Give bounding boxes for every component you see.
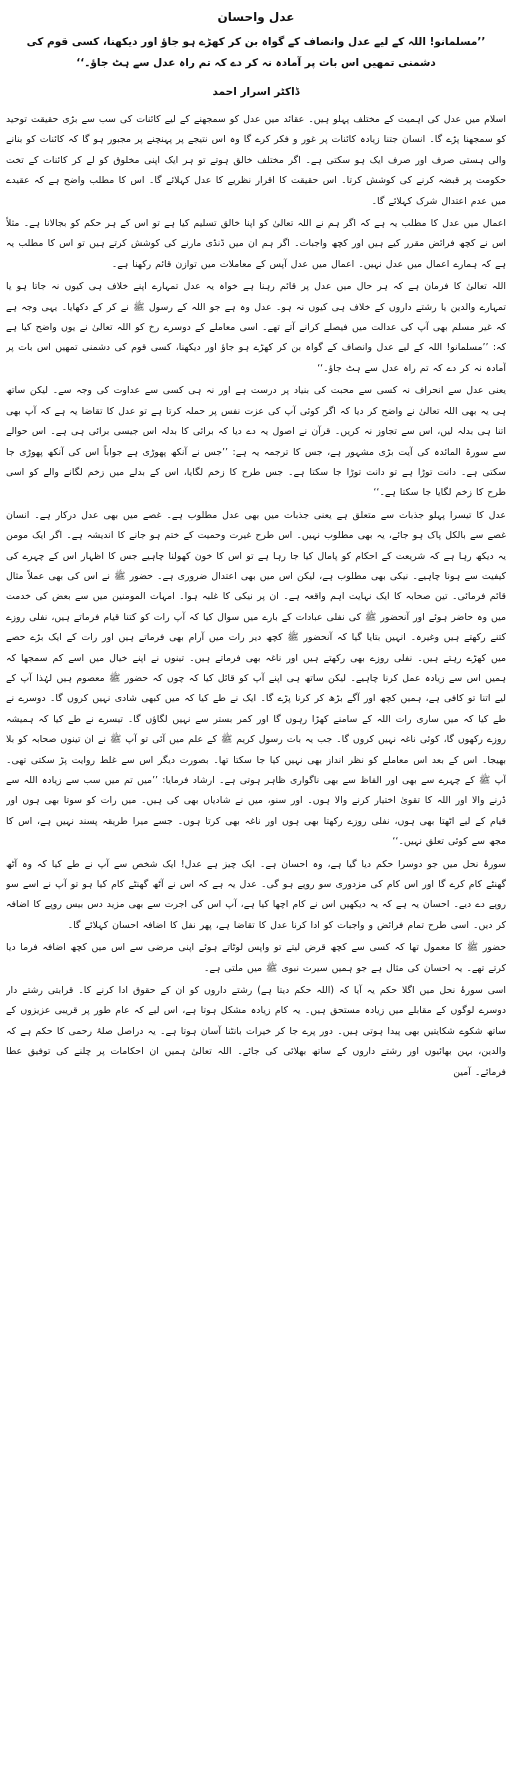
paragraph-3: اللہ تعالیٰ کا فرمان ہے کہ ہر حال میں عدل پر قائم رہنا ہے خواہ یہ عدل تمہارے اپنے خلاف ہی کیوں نہ جاتا ہو یا تمہارے والدین یا رشتے داروں کے خلاف ہی کیوں نہ ہو۔ عدل وہ ہے جو اللہ کے رسول ﷺ نے کر کے دکھایا۔ یہی وجہ ہے کہ غیر مسلم بھی آپ کی عدالت میں فیصلے کرانے آتے تھے۔ اسی معاملے کے دوسرے رخ کو اللہ تعالیٰ نے یوں واضح کیا ہے کہ: ’’مسلمانو! اللہ کے لیے عدل وانصاف کے گواہ بن کر کھڑے ہو جاؤ اور دیکھنا، کسی قوم کی دشمنی تمھیں اس بات پر آمادہ نہ کر دے کہ تم راہ عدل سے ہٹ جاؤ۔‘‘ [6, 281, 506, 374]
paragraph-7: حضور ﷺ کا معمول تھا کہ کسی سے کچھ قرض لیتے تو واپس لوٹاتے ہوئے اپنی مرضی سے اس میں کچھ اضافہ فرما دیا کرتے تھے۔ یہ احسان کی مثال ہے جو ہمیں سیرت نبوی ﷺ میں ملتی ہے۔ [6, 942, 506, 974]
paragraph-2: اعمال میں عدل کا مطلب یہ ہے کہ اگر ہم نے اللہ تعالیٰ کو اپنا خالق تسلیم کیا ہے تو اس کے ہر حکم کو بجالانا ہے۔ مثلاً اس نے کچھ فرائض مقرر کیے ہیں اور کچھ واجبات۔ اگر ہم ان میں ڈنڈی مارنے کی کوشش کرتے ہیں تو اس کا مطلب یہ ہے کہ ہمارے اعمال میں عدل نہیں۔ اعمال میں عدل آپس کے معاملات میں توازن قائم رکھنا ہے۔ [6, 218, 506, 270]
article-body [6, 110, 506, 1762]
paragraph-1: اسلام میں عدل کی اہمیت کے مختلف پہلو ہیں۔ عقائد میں عدل کو سمجھنے کے لیے کائنات کی سب سے بڑی حقیقت توحید کو سمجھنا پڑے گا۔ انسان جتنا زیادہ کائنات پر غور و فکر کرے گا وہ اس نتیجے پر پہنچنے پر مجبور ہو گا کہ کائنات کو بنانے والی ہستی صرف اور صرف ایک ہو سکتی ہے۔ اگر مختلف خالق ہوتے تو ہر ایک اپنی مخلوق کو لے کر کائنات کے تخت حکومت پر قبضہ کرنے کی کوشش کرتا۔ اس حقیقت کا اقرار نظریے کا عدل کہلائے گا۔ اس کا مطلب واضح ہے کہ عقیدے میں عدم اعتدال شرک کہلائے گا۔ [6, 114, 506, 207]
paragraph-5: عدل کا تیسرا پہلو جذبات سے متعلق ہے یعنی جذبات میں بھی عدل مطلوب ہے۔ غصے میں بھی عدل درکار ہے۔ انسان غصے سے بالکل پاک ہو جائے، یہ بھی مطلوب نہیں۔ اس طرح غیرت وحمیت کے ختم ہو جانے کا اندیشہ ہے۔ اگر ایک مومن یہ دیکھ رہا ہے کہ شریعت کے احکام کو پامال کیا جا رہا ہے تو اس کا خون کھولنا چاہیے جس کا اظہار اس کے چہرے کی کیفیت سے ہونا چاہیے۔ نیکی بھی مطلوب ہے، لیکن اس میں بھی اعتدال ضروری ہے۔ حضور ﷺ نے اس کی بھی عملاً مثال قائم فرمائی۔ تین صحابہ کا ایک نہایت اہم واقعہ ہے۔ ان پر نیکی کا غلبہ ہوا۔ امہات المومنین میں سے بعض کی خدمت میں وہ حاضر ہوئے اور آنحضور ﷺ کی نفلی عبادات کے بارے میں سوال کیا کہ آپ رات کو کتنا قیام فرماتے ہیں، نفلی روزے کتنے رکھتے ہیں وغیرہ۔ انہیں بتایا گیا کہ آنحضور ﷺ کچھ دیر رات میں آرام بھی فرماتے ہیں اور رات کے ایک بڑے حصے میں کھڑے رہتے ہیں۔ نفلی روزے بھی رکھتے ہیں اور ناغہ بھی فرماتے ہیں۔ تینوں نے اپنے خیال میں اسے کم سمجھا کہ ہمیں اس سے زیادہ عمل کرنا چاہیے۔ لیکن ساتھ ہی اپنے آپ کو قائل کیا کہ چوں کہ حضور ﷺ معصوم ہیں لہٰذا آپ کے لیے اتنا تو کافی ہے، ہمیں کچھ اور آگے بڑھ کر کرنا پڑے گا۔ ایک نے طے کیا کہ میں کبھی شادی نہیں کروں گا۔ دوسرے نے طے کیا کہ میں ساری رات اللہ کے سامنے کھڑا رہوں گا اور کمر بستر سے نہیں لگاؤں گا۔ تیسرے نے طے کیا کہ ہمیشہ روزے رکھوں گا، کوئی ناغہ نہیں کروں گا۔ جب یہ بات رسول کریم ﷺ کے علم میں آئی تو آپ ﷺ نے ان تینوں صحابہ کو بلا بھیجا۔ اس کے بعد اس معاملے کو نظر انداز بھی نہیں کیا جا سکتا تھا۔ بصورت دیگر اس سے غلط روایت پڑ سکتی تھی۔ آپ ﷺ کے چہرے سے بھی اور الفاظ سے بھی ناگواری ظاہر ہوتی ہے۔ ارشاد فرمایا: ’’میں تم میں سب سے زیادہ اللہ سے ڈرنے والا اور اللہ کا تقویٰ اختیار کرنے والا ہوں۔ اور سنو، میں نے شادیاں بھی کی ہیں۔ میں رات کو سوتا بھی ہوں اور قیام کے لیے اٹھتا بھی ہوں، نفلی روزے رکھتا بھی ہوں اور ناغہ بھی کرتا ہوں۔ جسے میرا طریقہ پسند نہیں ہے، اس کا مجھ سے کوئی تعلق نہیں۔‘‘ [6, 509, 506, 848]
paragraph-4: یعنی عدل سے انحراف نہ کسی سے محبت کی بنیاد پر درست ہے اور نہ ہی کسی سے عداوت کی وجہ سے۔ لیکن ساتھ ہی یہ بھی اللہ تعالیٰ نے واضح کر دیا کہ اگر کوئی آپ کی عزت نفس پر حملہ کرتا ہے تو عدل کا تقاضا یہ ہے کہ آپ بھی اتنا ہی بدلہ لیں، اس سے تجاوز نہ کریں۔ قرآن نے اصول یہ دے دیا کہ برائی کا بدلہ اس جیسی برائی ہی ہے۔ اس حوالے سے سورۃ المائدہ کی آیت بڑی مشہور ہے، جس کا ترجمہ یہ ہے: ’’جس نے آنکھ پھوڑی ہے جواباً اس کی آنکھ پھوڑی جا سکتی ہے۔ دانت توڑا ہے تو دانت توڑا جا سکتا ہے۔ جس طرح کا زخم لگایا، اس کے بدلے میں زخم لگانے والے کو اسی طرح کا زخم لگایا جا سکتا ہے۔‘‘ [6, 385, 506, 499]
article-author: ڈاکٹر اسرار احمد [212, 86, 300, 98]
paragraph-8: اسی سورۂ نحل میں اگلا حکم یہ آیا کہ (اللہ حکم دیتا ہے) رشتے داروں کو ان کے حقوق ادا کرنے کا۔ قرابتی رشتے دار دوسرے لوگوں کے مقابلے میں زیادہ مستحق ہیں۔ یہ کام زیادہ مشکل ہوتا ہے، اس لیے کہ عام طور پر قریبی عزیزوں کے ساتھ شکوے شکایتیں بھی پیدا ہوتی ہیں۔ دور پرے جا کر خیرات بانٹنا آسان ہوتا ہے۔ یہ دراصل صلۂ رحمی کا حکم ہے کہ والدین، بہن بھائیوں اور رشتے داروں کے ساتھ بھلائی کی جائے۔ اللہ تعالیٰ ہمیں ان احکامات پر چلنے کی توفیق عطا فرمائے۔ آمین [6, 985, 506, 1078]
paragraph-6: سورۂ نحل میں جو دوسرا حکم دیا گیا ہے، وہ احسان ہے۔ ایک چیز ہے عدل! ایک شخص سے آپ نے طے کیا کہ وہ آٹھ گھنٹے کام کرے گا اور اس کام کی مزدوری سو روپے ہو گی۔ عدل یہ ہے کہ اس نے آٹھ گھنٹے کام کیا ہو تو آپ نے اسے سو روپے دے دیے۔ احسان یہ ہے کہ یہ دیکھیں اس نے کام اچھا کیا ہے، آپ اس کی اجرت سے بھی مزید دس بیس روپے کا اضافہ کر دیں۔ اسی طرح تمام فرائض و واجبات کو ادا کرنا عدل کا تقاضا ہے، پھر نفل کا اضافہ احسان کہلائے گا۔ [6, 858, 506, 931]
article-epigraph: ’’مسلمانو! اللہ کے لیے عدل وانصاف کے گواہ بن کر کھڑے ہو جاؤ اور دیکھنا، کسی قوم کی دشمنی تمھیں اس بات پر آمادہ نہ کر دے کہ تم راہ عدل سے ہٹ جاؤ۔‘‘ [26, 36, 486, 69]
article-title: عدل واحسان [217, 10, 295, 24]
